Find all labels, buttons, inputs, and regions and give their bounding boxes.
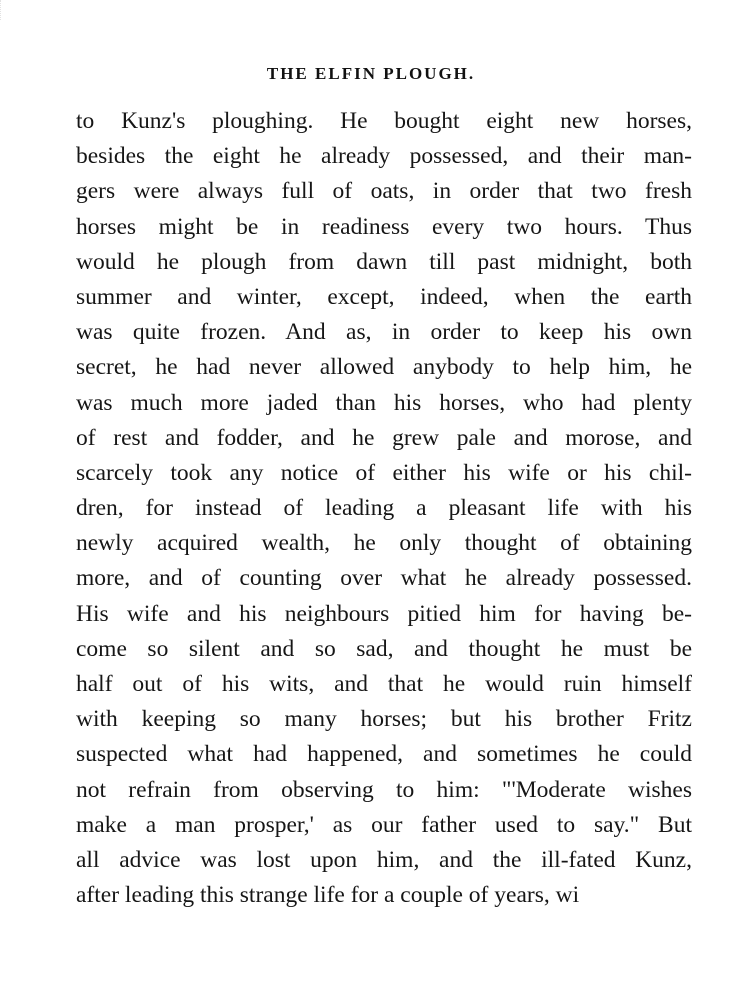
text-line: after leading this strange life for a couple of years, wi — [76, 882, 580, 909]
text-line: secret, he had never allowed anybody to help him, he — [76, 354, 692, 381]
text-line: not refrain from observing to him: "'Moderate wishes — [76, 776, 692, 803]
text-line: scarcely took any notice of either his wife or his chil- — [76, 459, 692, 486]
page-edge-mark — [0, 0, 11, 20]
text-line: His wife and his neighbours pitied him for having be- — [76, 600, 692, 627]
text-line: gers were always full of oats, in order that two fresh — [76, 178, 692, 205]
text-line: newly acquired wealth, he only thought of obtaining — [76, 530, 692, 557]
text-line: dren, for instead of leading a pleasant life with his — [76, 495, 692, 522]
text-line: would he plough from dawn till past midnight, both — [76, 248, 692, 275]
text-line: was much more jaded than his horses, who had plenty — [76, 389, 692, 416]
text-line: summer and winter, except, indeed, when the earth — [76, 283, 692, 310]
text-line: half out of his wits, and that he would ruin himself — [76, 671, 692, 697]
text-line: horses might be in readiness every two hours. Thus — [76, 213, 692, 240]
body-text — [76, 104, 692, 913]
text-line: was quite frozen. And as, in order to keep his own — [76, 319, 692, 346]
text-line: all advice was lost upon him, and the ill-fated Kunz, — [76, 846, 692, 873]
text-line: more, and of counting over what he already possessed. — [76, 565, 692, 592]
text-line: with keeping so many horses; but his brother Fritz — [76, 706, 692, 733]
text-line: come so silent and so sad, and thought he must be — [76, 635, 692, 662]
text-line: of rest and fodder, and he grew pale and morose, and — [76, 424, 692, 451]
text-line: suspected what had happened, and sometimes he could — [76, 741, 692, 768]
text-line: besides the eight he already possessed, and their man- — [76, 143, 692, 170]
text-line: make a man prosper,' as our father used to say." But — [76, 811, 692, 838]
running-head: THE ELFIN PLOUGH. — [266, 64, 476, 83]
text-line: to Kunz's ploughing. He bought eight new horses, — [76, 108, 692, 134]
